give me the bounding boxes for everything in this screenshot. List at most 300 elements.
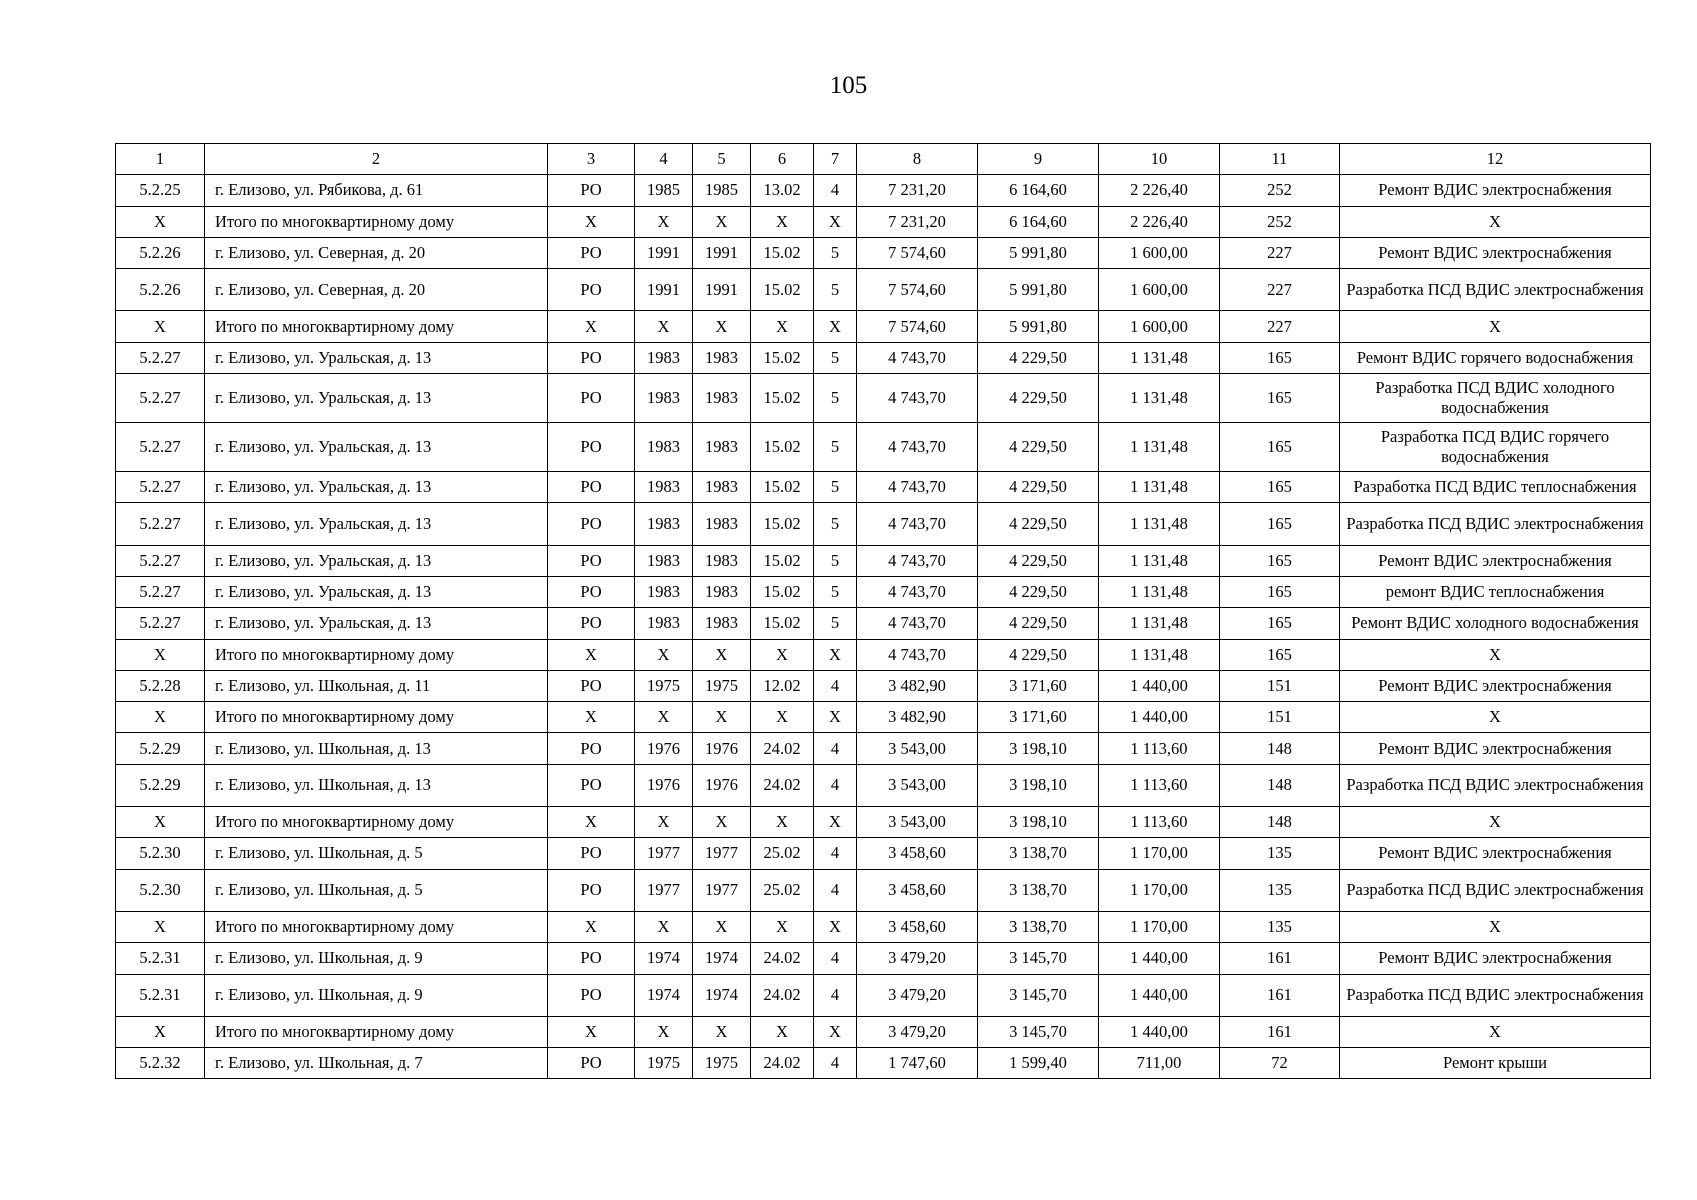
cell-col-residents: 165 bbox=[1220, 374, 1340, 423]
cell-col-num: X bbox=[116, 807, 205, 838]
cell-col-type: X bbox=[548, 206, 635, 237]
cell-col-type: РО bbox=[548, 175, 635, 206]
cell-col-residents: 148 bbox=[1220, 733, 1340, 764]
cell-col-work-type: X bbox=[1340, 639, 1651, 670]
cell-col-year-commission: 1983 bbox=[693, 472, 751, 503]
cell-col-area-3: 1 113,60 bbox=[1099, 764, 1220, 806]
cell-col-work-type: X bbox=[1340, 311, 1651, 342]
cell-col-address: г. Елизово, ул. Рябикова, д. 61 bbox=[205, 175, 548, 206]
cell-col-area-3: 1 600,00 bbox=[1099, 269, 1220, 311]
cell-col-address: г. Елизово, ул. Школьная, д. 11 bbox=[205, 670, 548, 701]
cell-col-year-commission: X bbox=[693, 911, 751, 942]
cell-col-area-living: 3 198,10 bbox=[978, 807, 1099, 838]
cell-col-area-living: 3 198,10 bbox=[978, 733, 1099, 764]
cell-col-address: г. Елизово, ул. Школьная, д. 9 bbox=[205, 974, 548, 1016]
cell-col-year-commission: X bbox=[693, 311, 751, 342]
cell-col-work-type: Разработка ПСД ВДИС горячего водоснабжения bbox=[1340, 423, 1651, 472]
cell-col-residents: 161 bbox=[1220, 974, 1340, 1016]
cell-col-floors: 4 bbox=[814, 869, 857, 911]
cell-col-area-3: 1 131,48 bbox=[1099, 608, 1220, 639]
cell-col-year-commission: 1983 bbox=[693, 374, 751, 423]
cell-col-type: РО bbox=[548, 237, 635, 268]
table-row bbox=[116, 943, 1651, 974]
table-row bbox=[116, 838, 1651, 869]
cell-col-year-built: 1983 bbox=[635, 472, 693, 503]
cell-col-address: г. Елизово, ул. Уральская, д. 13 bbox=[205, 374, 548, 423]
cell-col-area-total: 3 479,20 bbox=[857, 974, 978, 1016]
cell-col-year-commission: 1983 bbox=[693, 342, 751, 373]
cell-col-residents: 151 bbox=[1220, 670, 1340, 701]
cell-col-type: РО bbox=[548, 974, 635, 1016]
cell-col-num: X bbox=[116, 911, 205, 942]
cell-col-address: г. Елизово, ул. Уральская, д. 13 bbox=[205, 608, 548, 639]
cell-col-num: 5.2.27 bbox=[116, 576, 205, 607]
cell-col-area-living: 1 599,40 bbox=[978, 1048, 1099, 1079]
table-row bbox=[116, 1048, 1651, 1079]
table-row bbox=[116, 733, 1651, 764]
cell-col-area-living: 5 991,80 bbox=[978, 311, 1099, 342]
cell-col-year-built: X bbox=[635, 702, 693, 733]
cell-col-area-3: 1 170,00 bbox=[1099, 911, 1220, 942]
cell-col-year-built: X bbox=[635, 639, 693, 670]
cell-col-year-commission: 1977 bbox=[693, 869, 751, 911]
cell-col-area-living: 4 229,50 bbox=[978, 374, 1099, 423]
cell-col-area-living: 3 145,70 bbox=[978, 974, 1099, 1016]
cell-col-floors: 5 bbox=[814, 423, 857, 472]
table-row bbox=[116, 576, 1651, 607]
cell-col-work-type: Ремонт ВДИС холодного водоснабжения bbox=[1340, 608, 1651, 639]
cell-col-area-total: 3 543,00 bbox=[857, 733, 978, 764]
repair-program-table bbox=[115, 143, 1651, 1079]
cell-col-code: 15.02 bbox=[751, 608, 814, 639]
cell-col-residents: 165 bbox=[1220, 503, 1340, 545]
table-row bbox=[116, 764, 1651, 806]
cell-col-area-living: 3 198,10 bbox=[978, 764, 1099, 806]
cell-col-address: г. Елизово, ул. Уральская, д. 13 bbox=[205, 342, 548, 373]
header-col-type: 3 bbox=[548, 144, 635, 175]
cell-col-type: X bbox=[548, 1016, 635, 1047]
cell-col-year-commission: 1983 bbox=[693, 608, 751, 639]
table-row bbox=[116, 472, 1651, 503]
cell-col-type: РО bbox=[548, 576, 635, 607]
cell-col-type: РО bbox=[548, 764, 635, 806]
cell-col-work-type: Ремонт ВДИС электроснабжения bbox=[1340, 943, 1651, 974]
cell-col-area-3: 1 131,48 bbox=[1099, 576, 1220, 607]
cell-col-type: X bbox=[548, 702, 635, 733]
header-col-year-commission: 5 bbox=[693, 144, 751, 175]
cell-col-floors: X bbox=[814, 702, 857, 733]
header-col-floors: 7 bbox=[814, 144, 857, 175]
cell-col-area-3: 711,00 bbox=[1099, 1048, 1220, 1079]
cell-col-code: 24.02 bbox=[751, 764, 814, 806]
cell-col-year-commission: 1975 bbox=[693, 1048, 751, 1079]
table-row bbox=[116, 545, 1651, 576]
cell-col-work-type: X bbox=[1340, 807, 1651, 838]
header-col-area-total: 8 bbox=[857, 144, 978, 175]
cell-col-code: X bbox=[751, 702, 814, 733]
cell-col-code: 15.02 bbox=[751, 374, 814, 423]
cell-col-code: X bbox=[751, 1016, 814, 1047]
cell-col-area-living: 4 229,50 bbox=[978, 423, 1099, 472]
cell-col-year-built: 1985 bbox=[635, 175, 693, 206]
cell-col-type: X bbox=[548, 807, 635, 838]
cell-col-year-built: 1975 bbox=[635, 670, 693, 701]
cell-col-area-total: 4 743,70 bbox=[857, 423, 978, 472]
cell-col-year-built: 1983 bbox=[635, 374, 693, 423]
cell-col-work-type: Разработка ПСД ВДИС электроснабжения bbox=[1340, 974, 1651, 1016]
cell-col-type: РО bbox=[548, 608, 635, 639]
cell-col-num: 5.2.28 bbox=[116, 670, 205, 701]
cell-col-work-type: ремонт ВДИС теплоснабжения bbox=[1340, 576, 1651, 607]
cell-col-address: г. Елизово, ул. Уральская, д. 13 bbox=[205, 503, 548, 545]
cell-col-area-3: 1 440,00 bbox=[1099, 702, 1220, 733]
cell-col-area-total: 3 482,90 bbox=[857, 702, 978, 733]
cell-col-type: РО bbox=[548, 503, 635, 545]
cell-col-work-type: Разработка ПСД ВДИС теплоснабжения bbox=[1340, 472, 1651, 503]
cell-col-area-total: 7 231,20 bbox=[857, 206, 978, 237]
cell-col-address: г. Елизово, ул. Школьная, д. 13 bbox=[205, 733, 548, 764]
cell-col-year-built: 1983 bbox=[635, 423, 693, 472]
cell-col-area-3: 1 113,60 bbox=[1099, 733, 1220, 764]
cell-col-area-total: 3 543,00 bbox=[857, 807, 978, 838]
cell-col-address: Итого по многоквартирному дому bbox=[205, 206, 548, 237]
cell-col-code: 15.02 bbox=[751, 472, 814, 503]
cell-col-area-living: 3 145,70 bbox=[978, 943, 1099, 974]
table-body bbox=[116, 175, 1651, 1079]
cell-col-area-3: 1 131,48 bbox=[1099, 639, 1220, 670]
cell-col-code: 15.02 bbox=[751, 576, 814, 607]
cell-col-num: 5.2.27 bbox=[116, 545, 205, 576]
cell-col-work-type: Ремонт ВДИС горячего водоснабжения bbox=[1340, 342, 1651, 373]
cell-col-type: РО bbox=[548, 423, 635, 472]
cell-col-address: Итого по многоквартирному дому bbox=[205, 911, 548, 942]
table-row bbox=[116, 670, 1651, 701]
cell-col-year-commission: 1983 bbox=[693, 545, 751, 576]
cell-col-work-type: X bbox=[1340, 206, 1651, 237]
cell-col-year-built: X bbox=[635, 1016, 693, 1047]
cell-col-type: РО bbox=[548, 269, 635, 311]
cell-col-code: X bbox=[751, 311, 814, 342]
cell-col-code: 25.02 bbox=[751, 869, 814, 911]
cell-col-address: Итого по многоквартирному дому bbox=[205, 311, 548, 342]
cell-col-year-built: 1977 bbox=[635, 838, 693, 869]
cell-col-code: 24.02 bbox=[751, 974, 814, 1016]
cell-col-type: РО bbox=[548, 374, 635, 423]
cell-col-address: г. Елизово, ул. Школьная, д. 7 bbox=[205, 1048, 548, 1079]
cell-col-code: 24.02 bbox=[751, 1048, 814, 1079]
cell-col-floors: 4 bbox=[814, 175, 857, 206]
cell-col-work-type: Ремонт ВДИС электроснабжения bbox=[1340, 545, 1651, 576]
cell-col-area-3: 1 131,48 bbox=[1099, 545, 1220, 576]
cell-col-work-type: Ремонт ВДИС электроснабжения bbox=[1340, 670, 1651, 701]
cell-col-area-3: 1 113,60 bbox=[1099, 807, 1220, 838]
cell-col-floors: 4 bbox=[814, 1048, 857, 1079]
cell-col-num: 5.2.27 bbox=[116, 342, 205, 373]
cell-col-area-living: 6 164,60 bbox=[978, 175, 1099, 206]
cell-col-num: X bbox=[116, 206, 205, 237]
cell-col-residents: 165 bbox=[1220, 576, 1340, 607]
cell-col-num: 5.2.32 bbox=[116, 1048, 205, 1079]
cell-col-residents: 252 bbox=[1220, 175, 1340, 206]
cell-col-area-3: 1 170,00 bbox=[1099, 838, 1220, 869]
cell-col-num: 5.2.29 bbox=[116, 764, 205, 806]
cell-col-num: 5.2.27 bbox=[116, 503, 205, 545]
cell-col-area-total: 3 479,20 bbox=[857, 1016, 978, 1047]
cell-col-num: 5.2.27 bbox=[116, 472, 205, 503]
cell-col-num: X bbox=[116, 1016, 205, 1047]
cell-col-type: РО bbox=[548, 545, 635, 576]
cell-col-code: 12.02 bbox=[751, 670, 814, 701]
cell-col-area-living: 3 138,70 bbox=[978, 869, 1099, 911]
cell-col-floors: 5 bbox=[814, 545, 857, 576]
cell-col-address: Итого по многоквартирному дому bbox=[205, 639, 548, 670]
cell-col-residents: 165 bbox=[1220, 342, 1340, 373]
cell-col-residents: 148 bbox=[1220, 807, 1340, 838]
cell-col-address: г. Елизово, ул. Школьная, д. 9 bbox=[205, 943, 548, 974]
cell-col-num: 5.2.30 bbox=[116, 869, 205, 911]
cell-col-year-built: X bbox=[635, 206, 693, 237]
cell-col-num: 5.2.29 bbox=[116, 733, 205, 764]
cell-col-residents: 165 bbox=[1220, 472, 1340, 503]
cell-col-floors: 5 bbox=[814, 576, 857, 607]
table-row bbox=[116, 374, 1651, 423]
header-col-area-living: 9 bbox=[978, 144, 1099, 175]
cell-col-code: 13.02 bbox=[751, 175, 814, 206]
cell-col-area-total: 4 743,70 bbox=[857, 639, 978, 670]
cell-col-year-built: 1974 bbox=[635, 943, 693, 974]
cell-col-area-3: 1 131,48 bbox=[1099, 374, 1220, 423]
cell-col-year-built: 1976 bbox=[635, 733, 693, 764]
cell-col-type: РО bbox=[548, 342, 635, 373]
cell-col-area-total: 7 574,60 bbox=[857, 269, 978, 311]
cell-col-area-living: 4 229,50 bbox=[978, 639, 1099, 670]
cell-col-year-built: 1977 bbox=[635, 869, 693, 911]
cell-col-code: X bbox=[751, 639, 814, 670]
cell-col-year-commission: X bbox=[693, 702, 751, 733]
cell-col-year-commission: 1991 bbox=[693, 237, 751, 268]
cell-col-type: РО bbox=[548, 838, 635, 869]
cell-col-type: X bbox=[548, 639, 635, 670]
cell-col-work-type: Ремонт ВДИС электроснабжения bbox=[1340, 175, 1651, 206]
cell-col-address: г. Елизово, ул. Северная, д. 20 bbox=[205, 237, 548, 268]
cell-col-num: X bbox=[116, 639, 205, 670]
cell-col-area-total: 3 458,60 bbox=[857, 911, 978, 942]
table-row bbox=[116, 702, 1651, 733]
cell-col-residents: 165 bbox=[1220, 608, 1340, 639]
header-col-area-3: 10 bbox=[1099, 144, 1220, 175]
cell-col-year-commission: X bbox=[693, 807, 751, 838]
cell-col-floors: X bbox=[814, 1016, 857, 1047]
cell-col-year-commission: 1974 bbox=[693, 974, 751, 1016]
cell-col-area-3: 1 440,00 bbox=[1099, 670, 1220, 701]
header-col-address: 2 bbox=[205, 144, 548, 175]
cell-col-area-total: 4 743,70 bbox=[857, 608, 978, 639]
cell-col-num: 5.2.31 bbox=[116, 943, 205, 974]
table-row bbox=[116, 608, 1651, 639]
cell-col-code: 15.02 bbox=[751, 545, 814, 576]
header-col-work-type: 12 bbox=[1340, 144, 1651, 175]
cell-col-area-total: 4 743,70 bbox=[857, 342, 978, 373]
cell-col-area-3: 1 440,00 bbox=[1099, 943, 1220, 974]
cell-col-floors: 5 bbox=[814, 374, 857, 423]
cell-col-floors: 5 bbox=[814, 503, 857, 545]
cell-col-floors: 5 bbox=[814, 237, 857, 268]
cell-col-work-type: Ремонт ВДИС электроснабжения bbox=[1340, 733, 1651, 764]
cell-col-address: г. Елизово, ул. Уральская, д. 13 bbox=[205, 472, 548, 503]
cell-col-year-commission: 1976 bbox=[693, 733, 751, 764]
cell-col-work-type: Разработка ПСД ВДИС электроснабжения bbox=[1340, 503, 1651, 545]
cell-col-residents: 135 bbox=[1220, 838, 1340, 869]
cell-col-address: г. Елизово, ул. Школьная, д. 13 bbox=[205, 764, 548, 806]
cell-col-address: г. Елизово, ул. Уральская, д. 13 bbox=[205, 545, 548, 576]
table-row bbox=[116, 639, 1651, 670]
cell-col-area-living: 4 229,50 bbox=[978, 342, 1099, 373]
cell-col-area-total: 7 574,60 bbox=[857, 311, 978, 342]
cell-col-floors: X bbox=[814, 206, 857, 237]
cell-col-residents: 165 bbox=[1220, 545, 1340, 576]
cell-col-area-living: 3 171,60 bbox=[978, 670, 1099, 701]
cell-col-area-3: 1 440,00 bbox=[1099, 974, 1220, 1016]
cell-col-num: 5.2.26 bbox=[116, 269, 205, 311]
cell-col-residents: 227 bbox=[1220, 269, 1340, 311]
cell-col-address: г. Елизово, ул. Школьная, д. 5 bbox=[205, 869, 548, 911]
table-row bbox=[116, 269, 1651, 311]
cell-col-floors: 4 bbox=[814, 764, 857, 806]
table-row bbox=[116, 423, 1651, 472]
cell-col-floors: 4 bbox=[814, 974, 857, 1016]
table-row bbox=[116, 869, 1651, 911]
cell-col-area-3: 2 226,40 bbox=[1099, 206, 1220, 237]
cell-col-address: г. Елизово, ул. Уральская, д. 13 bbox=[205, 423, 548, 472]
cell-col-year-built: 1976 bbox=[635, 764, 693, 806]
cell-col-residents: 148 bbox=[1220, 764, 1340, 806]
cell-col-year-built: 1983 bbox=[635, 576, 693, 607]
cell-col-area-living: 3 138,70 bbox=[978, 911, 1099, 942]
cell-col-area-living: 4 229,50 bbox=[978, 576, 1099, 607]
cell-col-work-type: X bbox=[1340, 702, 1651, 733]
cell-col-type: РО bbox=[548, 670, 635, 701]
table-header-row bbox=[116, 144, 1651, 175]
cell-col-area-total: 4 743,70 bbox=[857, 545, 978, 576]
cell-col-residents: 165 bbox=[1220, 639, 1340, 670]
cell-col-year-commission: 1985 bbox=[693, 175, 751, 206]
cell-col-code: 15.02 bbox=[751, 269, 814, 311]
cell-col-code: 24.02 bbox=[751, 943, 814, 974]
cell-col-year-built: 1974 bbox=[635, 974, 693, 1016]
cell-col-area-3: 1 600,00 bbox=[1099, 311, 1220, 342]
table-row bbox=[116, 311, 1651, 342]
cell-col-work-type: Разработка ПСД ВДИС холодного водоснабжения bbox=[1340, 374, 1651, 423]
cell-col-residents: 72 bbox=[1220, 1048, 1340, 1079]
cell-col-type: РО bbox=[548, 869, 635, 911]
cell-col-num: 5.2.27 bbox=[116, 423, 205, 472]
cell-col-floors: X bbox=[814, 911, 857, 942]
cell-col-type: РО bbox=[548, 1048, 635, 1079]
cell-col-year-commission: X bbox=[693, 639, 751, 670]
cell-col-work-type: Ремонт крыши bbox=[1340, 1048, 1651, 1079]
cell-col-year-commission: 1983 bbox=[693, 503, 751, 545]
cell-col-code: 15.02 bbox=[751, 237, 814, 268]
cell-col-year-commission: 1974 bbox=[693, 943, 751, 974]
cell-col-residents: 165 bbox=[1220, 423, 1340, 472]
cell-col-area-living: 4 229,50 bbox=[978, 503, 1099, 545]
cell-col-area-living: 4 229,50 bbox=[978, 472, 1099, 503]
cell-col-residents: 161 bbox=[1220, 943, 1340, 974]
cell-col-address: Итого по многоквартирному дому bbox=[205, 702, 548, 733]
cell-col-num: 5.2.27 bbox=[116, 374, 205, 423]
cell-col-address: г. Елизово, ул. Школьная, д. 5 bbox=[205, 838, 548, 869]
cell-col-year-built: 1991 bbox=[635, 269, 693, 311]
cell-col-code: 25.02 bbox=[751, 838, 814, 869]
table-row bbox=[116, 974, 1651, 1016]
cell-col-code: 24.02 bbox=[751, 733, 814, 764]
cell-col-area-living: 6 164,60 bbox=[978, 206, 1099, 237]
cell-col-work-type: Разработка ПСД ВДИС электроснабжения bbox=[1340, 869, 1651, 911]
cell-col-area-3: 1 600,00 bbox=[1099, 237, 1220, 268]
cell-col-residents: 135 bbox=[1220, 911, 1340, 942]
cell-col-area-total: 4 743,70 bbox=[857, 503, 978, 545]
cell-col-year-commission: X bbox=[693, 1016, 751, 1047]
cell-col-code: 15.02 bbox=[751, 503, 814, 545]
cell-col-area-3: 1 440,00 bbox=[1099, 1016, 1220, 1047]
cell-col-area-total: 4 743,70 bbox=[857, 472, 978, 503]
header-col-code: 6 bbox=[751, 144, 814, 175]
header-col-residents: 11 bbox=[1220, 144, 1340, 175]
cell-col-area-living: 4 229,50 bbox=[978, 608, 1099, 639]
cell-col-work-type: Ремонт ВДИС электроснабжения bbox=[1340, 838, 1651, 869]
cell-col-type: РО bbox=[548, 472, 635, 503]
header-col-year-built: 4 bbox=[635, 144, 693, 175]
cell-col-num: 5.2.26 bbox=[116, 237, 205, 268]
cell-col-type: РО bbox=[548, 733, 635, 764]
table-row bbox=[116, 1016, 1651, 1047]
cell-col-type: X bbox=[548, 311, 635, 342]
cell-col-year-built: X bbox=[635, 807, 693, 838]
cell-col-area-3: 1 131,48 bbox=[1099, 472, 1220, 503]
cell-col-area-living: 3 145,70 bbox=[978, 1016, 1099, 1047]
cell-col-area-living: 4 229,50 bbox=[978, 545, 1099, 576]
cell-col-address: Итого по многоквартирному дому bbox=[205, 807, 548, 838]
cell-col-floors: 4 bbox=[814, 670, 857, 701]
table-row bbox=[116, 911, 1651, 942]
cell-col-code: X bbox=[751, 807, 814, 838]
cell-col-area-3: 1 131,48 bbox=[1099, 503, 1220, 545]
cell-col-area-total: 4 743,70 bbox=[857, 374, 978, 423]
cell-col-num: 5.2.31 bbox=[116, 974, 205, 1016]
cell-col-floors: 4 bbox=[814, 733, 857, 764]
cell-col-address: г. Елизово, ул. Уральская, д. 13 bbox=[205, 576, 548, 607]
cell-col-work-type: X bbox=[1340, 1016, 1651, 1047]
cell-col-floors: X bbox=[814, 639, 857, 670]
cell-col-type: X bbox=[548, 911, 635, 942]
cell-col-address: Итого по многоквартирному дому bbox=[205, 1016, 548, 1047]
table-row bbox=[116, 237, 1651, 268]
table-row bbox=[116, 503, 1651, 545]
cell-col-area-living: 5 991,80 bbox=[978, 237, 1099, 268]
cell-col-work-type: Разработка ПСД ВДИС электроснабжения bbox=[1340, 764, 1651, 806]
cell-col-residents: 151 bbox=[1220, 702, 1340, 733]
cell-col-num: 5.2.25 bbox=[116, 175, 205, 206]
cell-col-area-3: 1 170,00 bbox=[1099, 869, 1220, 911]
cell-col-code: X bbox=[751, 911, 814, 942]
cell-col-type: РО bbox=[548, 943, 635, 974]
cell-col-floors: X bbox=[814, 311, 857, 342]
cell-col-area-total: 3 482,90 bbox=[857, 670, 978, 701]
cell-col-floors: X bbox=[814, 807, 857, 838]
cell-col-code: 15.02 bbox=[751, 342, 814, 373]
table-row bbox=[116, 206, 1651, 237]
cell-col-floors: 4 bbox=[814, 943, 857, 974]
